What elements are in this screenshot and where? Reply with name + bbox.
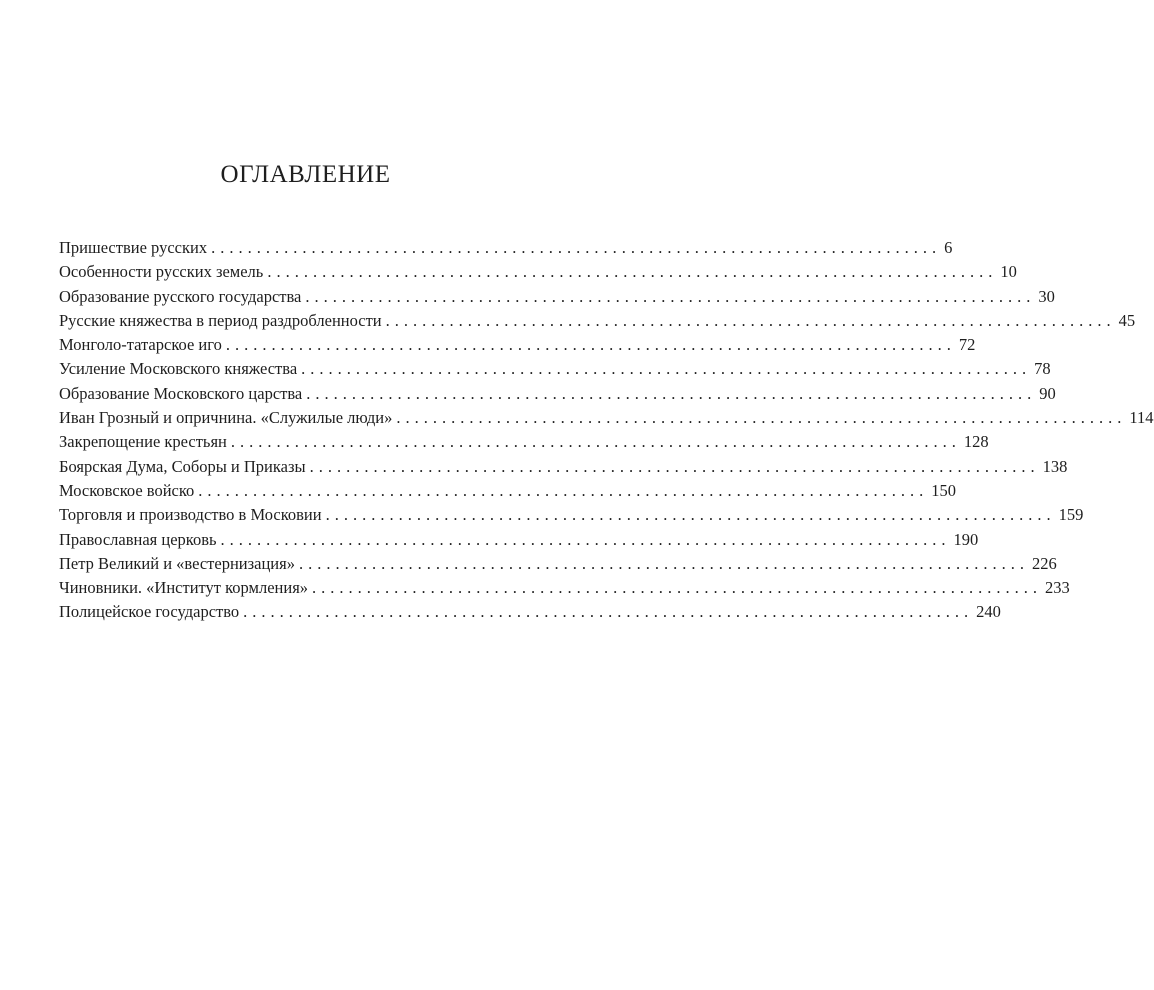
toc-dot-leader: ................................................................................ xyxy=(230,432,961,452)
toc-entry xyxy=(59,309,1136,333)
toc-dot-leader: ................................................................................ xyxy=(267,262,998,282)
toc-entry-page: 90 xyxy=(1039,383,1056,403)
toc-entry xyxy=(59,406,1154,430)
toc-entry-page: 226 xyxy=(1031,553,1057,573)
toc-dot-leader: ................................................................................ xyxy=(243,602,974,622)
toc-entry-page: 190 xyxy=(953,529,979,549)
toc-dot-leader: ................................................................................ xyxy=(312,578,1043,598)
toc-entry-page: 72 xyxy=(958,335,976,355)
toc-entry-label: Московское войско xyxy=(59,480,195,500)
toc-entry-page: 6 xyxy=(944,238,953,257)
toc-entry xyxy=(59,285,1055,309)
toc-list xyxy=(59,236,1154,625)
toc-entry xyxy=(59,430,989,454)
toc-entry xyxy=(59,576,1070,600)
toc-entry-page: 30 xyxy=(1038,286,1055,306)
toc-entry-page: 45 xyxy=(1118,310,1136,330)
toc-entry xyxy=(59,382,1056,406)
toc-entry-page: 10 xyxy=(1000,262,1017,282)
toc-entry-label: Образование русского государства xyxy=(59,286,302,306)
toc-entry xyxy=(59,503,1084,527)
toc-entry-label: Торговля и производство в Московии xyxy=(59,505,322,525)
toc-entry-page: 138 xyxy=(1042,456,1068,476)
toc-entry-page: 78 xyxy=(1034,359,1051,379)
toc-entry-page: 150 xyxy=(931,480,957,500)
toc-entry-label: Пришествие русских xyxy=(59,238,208,257)
toc-entry xyxy=(59,552,1057,576)
toc-dot-leader: ................................................................................ xyxy=(309,456,1040,476)
toc-dot-leader: ................................................................................ xyxy=(198,480,929,500)
toc-dot-leader: ................................................................................ xyxy=(396,408,1127,428)
toc-entry-page: 240 xyxy=(976,602,1001,622)
toc-entry-label: Чиновники. «Институт кормления» xyxy=(59,578,309,598)
toc-entry-page: 128 xyxy=(963,432,989,452)
toc-dot-leader: ................................................................................ xyxy=(225,335,956,355)
toc-entry-label: Боярская Дума, Соборы и Приказы xyxy=(59,456,306,476)
toc-entry-label: Русские княжества в период раздробленности xyxy=(59,310,382,330)
toc-dot-leader: ................................................................................ xyxy=(298,553,1029,573)
toc-dot-leader: ................................................................................ xyxy=(301,359,1032,379)
toc-dot-leader: ................................................................................ xyxy=(305,286,1036,306)
toc-entry-label: Образование Московского царства xyxy=(59,383,303,403)
toc-entry xyxy=(59,528,979,552)
toc-entry-label: Особенности русских земель xyxy=(59,262,264,282)
toc-entry-page: 114 xyxy=(1129,408,1154,428)
toc-entry xyxy=(59,600,1001,624)
toc-entry xyxy=(59,236,953,260)
toc-entry xyxy=(59,479,957,503)
toc-entry-label: Монголо-татарское иго xyxy=(59,335,222,355)
toc-dot-leader: ................................................................................ xyxy=(306,383,1037,403)
toc-dot-leader: ................................................................................ xyxy=(211,238,942,257)
toc-dot-leader: ................................................................................ xyxy=(325,505,1056,525)
toc-dot-leader: ................................................................................ xyxy=(220,529,951,549)
toc-entry-label: Усиление Московского княжества xyxy=(59,359,298,379)
toc-entry-label: Православная церковь xyxy=(59,529,217,549)
toc-entry-page: 159 xyxy=(1058,505,1084,525)
toc-entry-label: Иван Грозный и опричнина. «Служилые люди» xyxy=(59,408,393,428)
toc-title: ОГЛАВЛЕНИЕ xyxy=(220,161,391,188)
toc-entry-page: 233 xyxy=(1045,578,1070,598)
toc-entry-label: Петр Великий и «вестернизация» xyxy=(59,553,295,573)
toc-entry xyxy=(59,455,1068,479)
toc-entry-label: Полицейское государство xyxy=(59,602,240,622)
toc-entry-label: Закрепощение крестьян xyxy=(59,432,227,452)
toc-dot-leader: ................................................................................ xyxy=(385,310,1116,330)
toc-entry xyxy=(59,357,1051,381)
toc-entry xyxy=(59,333,976,357)
toc-entry xyxy=(59,260,1017,284)
